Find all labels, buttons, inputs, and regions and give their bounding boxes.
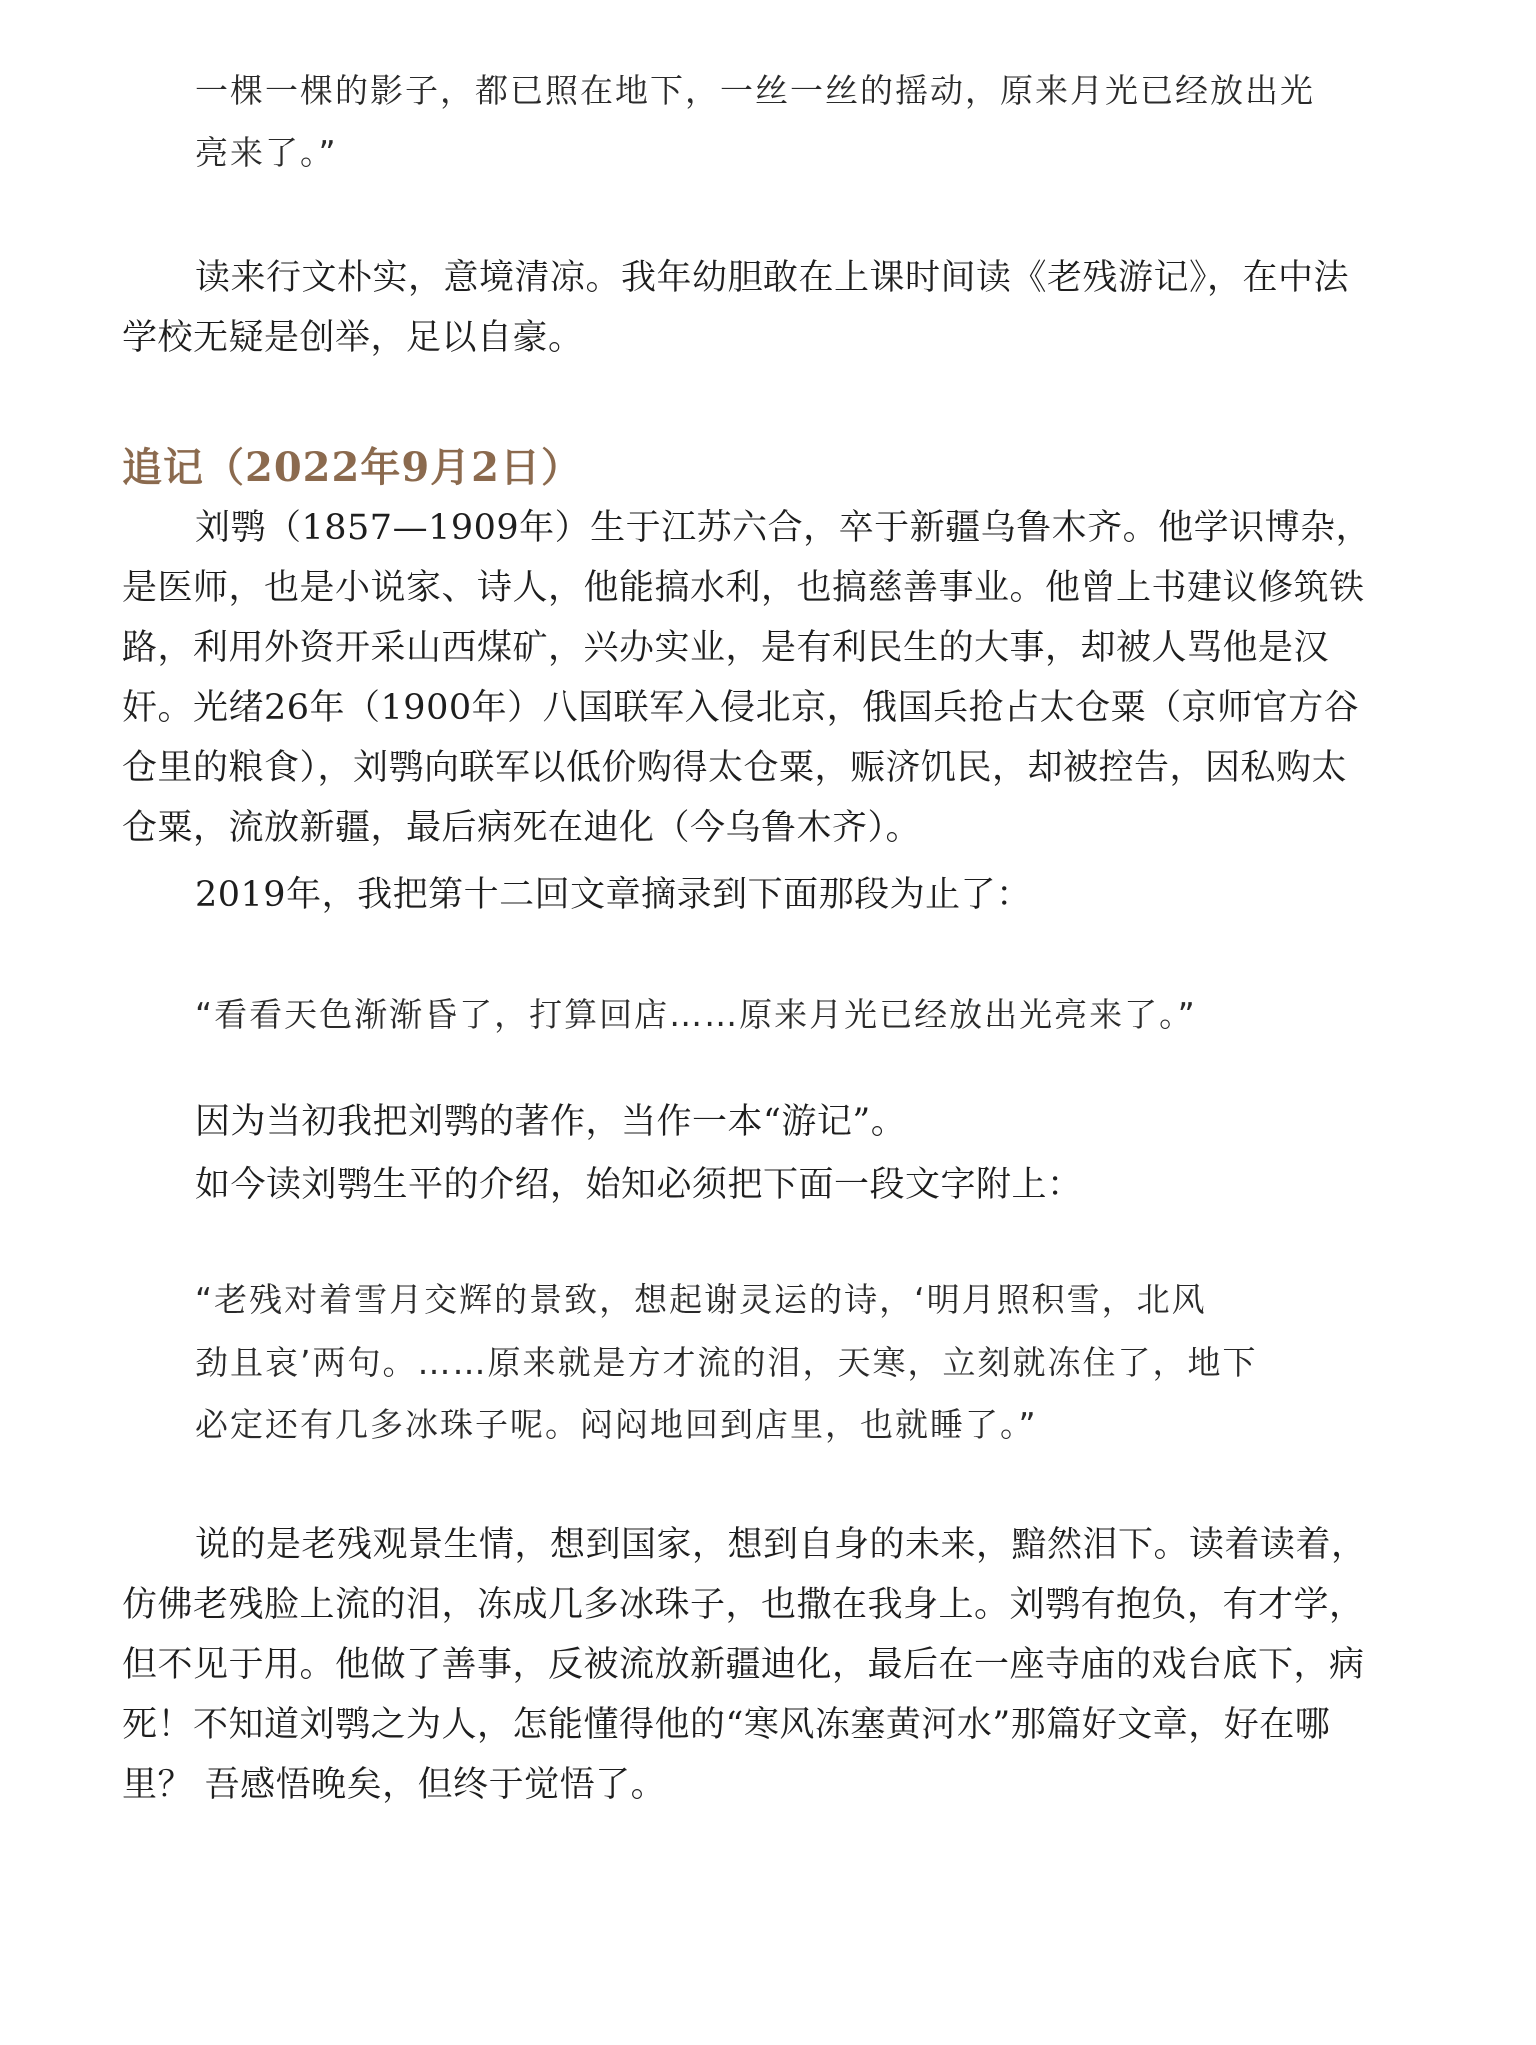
quote-line: “看看天色渐渐昏了，打算回店……原来月光已经放出光亮来了。” [195,995,1197,1034]
paragraph-line: 是医师，也是小说家、诗人，他能搞水利，也搞慈善事业。他曾上书建议修筑铁 [122,568,1365,608]
paragraph-line: 2019年，我把第十二回文章摘录到下面那段为止了： [195,875,1032,915]
paragraph-line: 仿佛老残脸上流的泪，冻成几多冰珠子，也撒在我身上。刘鹗有抱负，有才学， [122,1585,1365,1625]
quote-line: 劲且哀’两句。……原来就是方才流的泪，天寒，立刻就冻住了，地下 [195,1343,1258,1382]
paragraph-line: 读来行文朴实，意境清凉。我年幼胆敢在上课时间读《老残游记》，在中法 [195,258,1350,298]
paragraph-line: 学校无疑是创举，足以自豪。 [122,318,584,358]
paragraph-line: 如今读刘鹗生平的介绍，始知必须把下面一段文字附上： [195,1165,1083,1205]
quote-line: 亮来了。” [195,133,338,172]
section-heading: 追记（2022年9月2日） [122,444,582,491]
quote-line: 一棵一棵的影子，都已照在地下，一丝一丝的摇动，原来月光已经放出光 [195,71,1315,110]
paragraph-line: 里？ 吾感悟晚矣，但终于觉悟了。 [122,1765,667,1805]
quote-line: 必定还有几多冰珠子呢。闷闷地回到店里，也就睡了。” [195,1405,1038,1444]
paragraph-line: 说的是老残观景生情，想到国家，想到自身的未来，黯然泪下。读着读着， [195,1525,1367,1565]
paragraph-line: 但不见于用。他做了善事，反被流放新疆迪化，最后在一座寺庙的戏台底下，病 [122,1645,1365,1685]
paragraph-line: 仓里的粮食），刘鹗向联军以低价购得太仓粟，赈济饥民，却被控告，因私购太 [122,748,1348,788]
paragraph-line: 因为当初我把刘鹗的著作，当作一本“游记”。 [195,1102,907,1142]
paragraph-line: 死！不知道刘鹗之为人，怎能懂得他的“寒风冻塞黄河水”那篇好文章，好在哪 [122,1705,1331,1745]
quote-line: “老残对着雪月交辉的景致，想起谢灵运的诗，‘明月照积雪，北风 [195,1280,1207,1319]
paragraph-line: 刘鹗（1857—1909年）生于江苏六合，卒于新疆乌鲁木齐。他学识博杂， [195,508,1372,548]
paragraph-line: 路，利用外资开采山西煤矿，兴办实业，是有利民生的大事，却被人骂他是汉 [122,628,1330,668]
paragraph-line: 奸。光绪26年（1900年）八国联军入侵北京，俄国兵抢占太仓粟（京师官方谷 [122,688,1360,728]
paragraph-line: 仓粟，流放新疆，最后病死在迪化（今乌鲁木齐）。 [122,808,922,848]
